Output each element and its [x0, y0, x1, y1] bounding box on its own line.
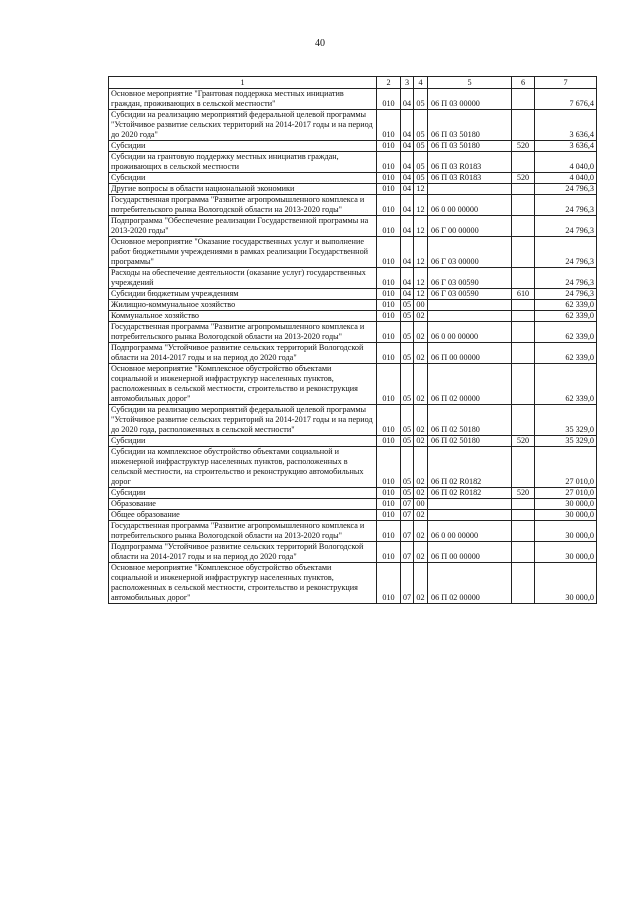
section-cell: 04 — [401, 152, 414, 173]
subsection-cell: 12 — [414, 216, 428, 237]
item-name-cell: Государственная программа "Развитие агропромышленного комплекса и потребительского рынка Вологодской области на 2013-2020 годы" — [109, 521, 377, 542]
amount-cell: 4 040,0 — [535, 173, 597, 184]
expense-type-cell — [512, 563, 535, 604]
subsection-cell: 12 — [414, 268, 428, 289]
subsection-cell: 12 — [414, 184, 428, 195]
table-header-row — [109, 77, 597, 89]
section-cell: 04 — [401, 173, 414, 184]
budget-table — [108, 76, 597, 604]
code-cell: 010 — [377, 447, 401, 488]
page-number: 40 — [315, 38, 325, 49]
amount-cell: 24 796,3 — [535, 268, 597, 289]
item-name-cell: Основное мероприятие "Комплексное обустройство объектами социальной и инженерной инфраструктур населенных пунктов, расположенных в сельской местности, строительство и реконструкция автомобильных дорог" — [109, 364, 377, 405]
expense-type-cell — [512, 364, 535, 405]
section-cell: 04 — [401, 216, 414, 237]
expense-type-cell: 520 — [512, 173, 535, 184]
section-cell: 07 — [401, 563, 414, 604]
code-cell: 010 — [377, 322, 401, 343]
subsection-cell: 02 — [414, 311, 428, 322]
amount-cell: 62 339,0 — [535, 311, 597, 322]
code-cell: 010 — [377, 521, 401, 542]
section-cell: 07 — [401, 521, 414, 542]
table-row — [109, 521, 597, 542]
expense-type-cell — [512, 89, 535, 110]
subsection-cell: 02 — [414, 447, 428, 488]
header-cell-4: 4 — [414, 77, 428, 89]
item-name-cell: Субсидии на грантовую поддержку местных инициатив граждан, проживающих в сельской местности — [109, 152, 377, 173]
code-cell: 010 — [377, 436, 401, 447]
amount-cell: 27 010,0 — [535, 488, 597, 499]
item-name-cell: Основное мероприятие "Комплексное обустройство объектами социальной и инженерной инфраструктур населенных пунктов, расположенных в сельской местности, строительство и реконструкция автомобильных дорог" — [109, 563, 377, 604]
code-cell: 010 — [377, 300, 401, 311]
code-cell: 010 — [377, 216, 401, 237]
table-row — [109, 195, 597, 216]
expense-type-cell — [512, 447, 535, 488]
expense-type-cell: 520 — [512, 488, 535, 499]
expense-type-cell — [512, 216, 535, 237]
subsection-cell: 05 — [414, 141, 428, 152]
table-row — [109, 510, 597, 521]
item-name-cell: Образование — [109, 499, 377, 510]
subsection-cell: 02 — [414, 405, 428, 436]
item-name-cell: Субсидии — [109, 141, 377, 152]
table-body — [109, 89, 597, 604]
code-cell: 010 — [377, 173, 401, 184]
table-row — [109, 322, 597, 343]
subsection-cell: 05 — [414, 110, 428, 141]
target-article-cell: 06 П 02 R0182 — [428, 447, 512, 488]
section-cell: 07 — [401, 499, 414, 510]
section-cell: 04 — [401, 289, 414, 300]
target-article-cell: 06 П 03 50180 — [428, 110, 512, 141]
subsection-cell: 02 — [414, 521, 428, 542]
table-row — [109, 436, 597, 447]
target-article-cell — [428, 510, 512, 521]
table-row — [109, 152, 597, 173]
section-cell: 05 — [401, 447, 414, 488]
amount-cell: 4 040,0 — [535, 152, 597, 173]
code-cell: 010 — [377, 343, 401, 364]
item-name-cell: Субсидии на реализацию мероприятий федеральной целевой программы "Устойчивое развитие сельских территорий на 2014-2017 годы и на период до 2020 года" — [109, 110, 377, 141]
section-cell: 04 — [401, 141, 414, 152]
target-article-cell: 06 П 00 00000 — [428, 542, 512, 563]
expense-type-cell — [512, 542, 535, 563]
amount-cell: 62 339,0 — [535, 364, 597, 405]
expense-type-cell — [512, 521, 535, 542]
expense-type-cell — [512, 195, 535, 216]
subsection-cell: 02 — [414, 488, 428, 499]
section-cell: 05 — [401, 311, 414, 322]
section-cell: 04 — [401, 89, 414, 110]
table-row — [109, 141, 597, 152]
subsection-cell: 05 — [414, 89, 428, 110]
target-article-cell: 06 Г 00 00000 — [428, 216, 512, 237]
code-cell: 010 — [377, 542, 401, 563]
expense-type-cell — [512, 499, 535, 510]
target-article-cell — [428, 311, 512, 322]
table-row — [109, 173, 597, 184]
code-cell: 010 — [377, 405, 401, 436]
table-row — [109, 268, 597, 289]
target-article-cell: 06 0 00 00000 — [428, 195, 512, 216]
table-row — [109, 311, 597, 322]
code-cell: 010 — [377, 89, 401, 110]
table-row — [109, 542, 597, 563]
item-name-cell: Общее образование — [109, 510, 377, 521]
amount-cell: 24 796,3 — [535, 216, 597, 237]
subsection-cell: 12 — [414, 237, 428, 268]
code-cell: 010 — [377, 237, 401, 268]
header-cell-6: 6 — [512, 77, 535, 89]
target-article-cell: 06 П 02 R0182 — [428, 488, 512, 499]
table-row — [109, 447, 597, 488]
table-row — [109, 499, 597, 510]
subsection-cell: 02 — [414, 364, 428, 405]
expense-type-cell — [512, 110, 535, 141]
item-name-cell: Коммунальное хозяйство — [109, 311, 377, 322]
expense-type-cell — [512, 322, 535, 343]
target-article-cell: 06 П 03 50180 — [428, 141, 512, 152]
target-article-cell: 06 Г 03 00590 — [428, 268, 512, 289]
table-row — [109, 364, 597, 405]
expense-type-cell — [512, 237, 535, 268]
code-cell: 010 — [377, 141, 401, 152]
expense-type-cell — [512, 184, 535, 195]
item-name-cell: Субсидии на комплексное обустройство объектами социальной и инженерной инфраструктур населенных пунктов, расположенных в сельской местности, на строительство и реконструкцию автомобильных дорог — [109, 447, 377, 488]
amount-cell: 62 339,0 — [535, 322, 597, 343]
item-name-cell: Основное мероприятие "Грантовая поддержка местных инициатив граждан, проживающих в сельской местности" — [109, 89, 377, 110]
subsection-cell: 02 — [414, 436, 428, 447]
amount-cell: 30 000,0 — [535, 521, 597, 542]
subsection-cell: 02 — [414, 510, 428, 521]
item-name-cell: Основное мероприятие "Оказание государственных услуг и выполнение работ бюджетными учреждениями в рамках реализации Государственной программы" — [109, 237, 377, 268]
amount-cell: 24 796,3 — [535, 289, 597, 300]
section-cell: 07 — [401, 542, 414, 563]
code-cell: 010 — [377, 184, 401, 195]
table-row — [109, 237, 597, 268]
code-cell: 010 — [377, 563, 401, 604]
item-name-cell: Государственная программа "Развитие агропромышленного комплекса и потребительского рынка Вологодской области на 2013-2020 годы" — [109, 195, 377, 216]
table-row — [109, 216, 597, 237]
section-cell: 04 — [401, 110, 414, 141]
amount-cell: 3 636,4 — [535, 110, 597, 141]
target-article-cell — [428, 300, 512, 311]
section-cell: 05 — [401, 364, 414, 405]
amount-cell: 62 339,0 — [535, 300, 597, 311]
expense-type-cell — [512, 343, 535, 364]
target-article-cell: 06 П 02 50180 — [428, 405, 512, 436]
amount-cell: 35 329,0 — [535, 436, 597, 447]
section-cell: 04 — [401, 268, 414, 289]
item-name-cell: Расходы на обеспечение деятельности (оказание услуг) государственных учреждений — [109, 268, 377, 289]
target-article-cell: 06 П 03 00000 — [428, 89, 512, 110]
item-name-cell: Подпрограмма "Устойчивое развитие сельских территорий Вологодской области на 2014-2017 годы и на период до 2020 года" — [109, 542, 377, 563]
section-cell: 04 — [401, 195, 414, 216]
target-article-cell: 06 0 00 00000 — [428, 521, 512, 542]
header-cell-3: 3 — [401, 77, 414, 89]
code-cell: 010 — [377, 195, 401, 216]
item-name-cell: Подпрограмма "Устойчивое развитие сельских территорий Вологодской области на 2014-2017 годы и на период до 2020 года" — [109, 343, 377, 364]
target-article-cell — [428, 499, 512, 510]
expense-type-cell — [512, 311, 535, 322]
section-cell: 04 — [401, 237, 414, 268]
amount-cell: 24 796,3 — [535, 237, 597, 268]
section-cell: 05 — [401, 436, 414, 447]
subsection-cell: 02 — [414, 322, 428, 343]
subsection-cell: 05 — [414, 173, 428, 184]
subsection-cell: 02 — [414, 563, 428, 604]
target-article-cell: 06 П 02 50180 — [428, 436, 512, 447]
section-cell: 05 — [401, 343, 414, 364]
expense-type-cell: 520 — [512, 141, 535, 152]
section-cell: 05 — [401, 405, 414, 436]
expense-type-cell: 520 — [512, 436, 535, 447]
code-cell: 010 — [377, 364, 401, 405]
code-cell: 010 — [377, 152, 401, 173]
target-article-cell: 06 П 03 R0183 — [428, 152, 512, 173]
item-name-cell: Субсидии на реализацию мероприятий федеральной целевой программы "Устойчивое развитие сельских территорий на 2014-2017 годы и на период до 2020 года, расположенных в сельской местности" — [109, 405, 377, 436]
amount-cell: 30 000,0 — [535, 542, 597, 563]
item-name-cell: Субсидии — [109, 173, 377, 184]
header-cell-1: 1 — [109, 77, 377, 89]
target-article-cell: 06 П 02 00000 — [428, 563, 512, 604]
header-cell-2: 2 — [377, 77, 401, 89]
table-row — [109, 300, 597, 311]
item-name-cell: Другие вопросы в области национальной экономики — [109, 184, 377, 195]
expense-type-cell — [512, 268, 535, 289]
item-name-cell: Субсидии бюджетным учреждениям — [109, 289, 377, 300]
expense-type-cell — [512, 300, 535, 311]
code-cell: 010 — [377, 268, 401, 289]
expense-type-cell — [512, 152, 535, 173]
table-row — [109, 184, 597, 195]
amount-cell: 24 796,3 — [535, 195, 597, 216]
table-row — [109, 289, 597, 300]
expense-type-cell — [512, 510, 535, 521]
section-cell: 04 — [401, 184, 414, 195]
table-row — [109, 89, 597, 110]
target-article-cell: 06 П 00 00000 — [428, 343, 512, 364]
amount-cell: 30 000,0 — [535, 499, 597, 510]
amount-cell: 30 000,0 — [535, 563, 597, 604]
section-cell: 05 — [401, 322, 414, 343]
section-cell: 05 — [401, 300, 414, 311]
code-cell: 010 — [377, 289, 401, 300]
target-article-cell: 06 0 00 00000 — [428, 322, 512, 343]
table-row — [109, 563, 597, 604]
target-article-cell — [428, 184, 512, 195]
amount-cell: 35 329,0 — [535, 405, 597, 436]
header-cell-7: 7 — [535, 77, 597, 89]
subsection-cell: 00 — [414, 300, 428, 311]
item-name-cell: Жилищно-коммунальное хозяйство — [109, 300, 377, 311]
section-cell: 05 — [401, 488, 414, 499]
target-article-cell: 06 Г 03 00000 — [428, 237, 512, 268]
target-article-cell: 06 П 03 R0183 — [428, 173, 512, 184]
table-row — [109, 343, 597, 364]
code-cell: 010 — [377, 499, 401, 510]
amount-cell: 27 010,0 — [535, 447, 597, 488]
item-name-cell: Субсидии — [109, 488, 377, 499]
subsection-cell: 12 — [414, 195, 428, 216]
item-name-cell: Подпрограмма "Обеспечение реализации Государственной программы на 2013-2020 годы" — [109, 216, 377, 237]
header-cell-5: 5 — [428, 77, 512, 89]
amount-cell: 30 000,0 — [535, 510, 597, 521]
subsection-cell: 05 — [414, 152, 428, 173]
amount-cell: 24 796,3 — [535, 184, 597, 195]
table-row — [109, 110, 597, 141]
code-cell: 010 — [377, 510, 401, 521]
code-cell: 010 — [377, 311, 401, 322]
subsection-cell: 12 — [414, 289, 428, 300]
expense-type-cell: 610 — [512, 289, 535, 300]
table-row — [109, 405, 597, 436]
subsection-cell: 02 — [414, 343, 428, 364]
expense-type-cell — [512, 405, 535, 436]
item-name-cell: Субсидии — [109, 436, 377, 447]
amount-cell: 62 339,0 — [535, 343, 597, 364]
table-row — [109, 488, 597, 499]
amount-cell: 3 636,4 — [535, 141, 597, 152]
subsection-cell: 00 — [414, 499, 428, 510]
code-cell: 010 — [377, 110, 401, 141]
target-article-cell: 06 П 02 00000 — [428, 364, 512, 405]
subsection-cell: 02 — [414, 542, 428, 563]
item-name-cell: Государственная программа "Развитие агропромышленного комплекса и потребительского рынка Вологодской области на 2013-2020 годы" — [109, 322, 377, 343]
code-cell: 010 — [377, 488, 401, 499]
target-article-cell: 06 Г 03 00590 — [428, 289, 512, 300]
amount-cell: 7 676,4 — [535, 89, 597, 110]
section-cell: 07 — [401, 510, 414, 521]
